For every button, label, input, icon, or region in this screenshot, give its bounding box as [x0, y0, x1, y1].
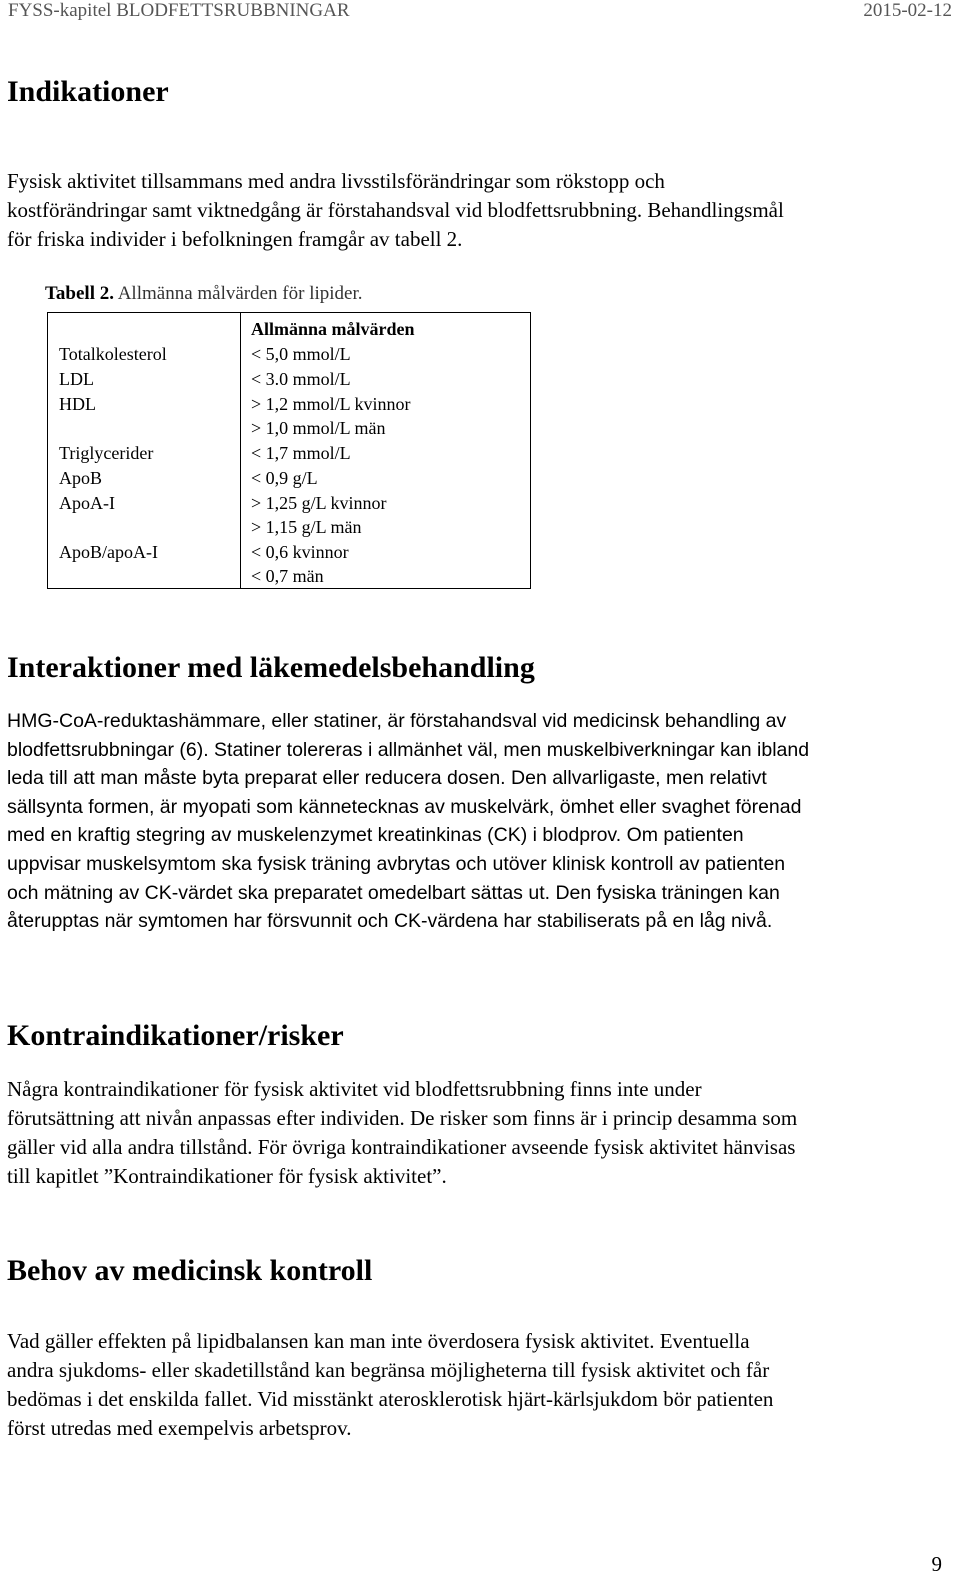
header-chapter-title: FYSS-kapitel BLODFETTSRUBBNINGAR — [8, 0, 350, 21]
table-caption — [45, 283, 363, 305]
heading-indikationer: Indikationer — [7, 75, 169, 108]
header-date: 2015-02-12 — [863, 0, 952, 21]
row-label: HDL — [59, 394, 96, 414]
text-line: återupptas när symtomen har försvunnit och CK-värdena har stabiliserats på en låg nivå. — [7, 910, 773, 933]
row-value: < 0,9 g/L — [251, 468, 318, 488]
heading-behov-medicinsk-kontroll: Behov av medicinsk kontroll — [7, 1254, 373, 1287]
text-line: kostförändringar samt viktnedgång är förstahandsval vid blodfettsrubbning. Behandlingsmål — [7, 198, 784, 222]
text-line: förutsättning att nivån anpassas efter individen. De risker som finns är i princip desamma som — [7, 1106, 798, 1130]
row-label: Totalkolesterol — [59, 344, 167, 364]
text-line: andra sjukdoms- eller skadetillstånd kan begränsa möjligheterna till fysisk aktivitet och får — [7, 1358, 770, 1382]
heading-kontraindikationer: Kontraindikationer/risker — [7, 1019, 344, 1052]
table-header-target-values: Allmänna målvärden — [251, 319, 415, 339]
text-line: gäller vid alla andra tillstånd. För övriga kontraindikationer avseende fysisk aktivitet hänvisas — [7, 1135, 796, 1159]
text-line: till kapitlet ”Kontraindikationer för fysisk aktivitet”. — [7, 1164, 447, 1188]
row-label: Triglycerider — [59, 443, 154, 463]
row-value: > 1,0 mmol/L män — [251, 418, 386, 438]
text-line: uppvisar muskelsymtom ska fysisk träning avbrytas och utöver klinisk kontroll av patienten — [7, 852, 786, 875]
table-label-column — [48, 313, 241, 589]
running-header — [8, 0, 952, 26]
row-label: LDL — [59, 369, 94, 389]
paragraph-behov-medicinsk-kontroll — [7, 1327, 952, 1443]
text-line: leda till att man måste byta preparat eller reducera dosen. Den allvarligaste, men relativt — [7, 767, 767, 790]
row-value: < 5,0 mmol/L — [251, 344, 351, 364]
text-line: HMG-CoA-reduktashämmare, eller statiner, är förstahandsval vid medicinsk behandling av — [7, 710, 787, 732]
text-line: först utredas med exempelvis arbetsprov. — [7, 1416, 352, 1440]
row-value: < 3.0 mmol/L — [251, 369, 351, 389]
text-line: och mätning av CK-värdet ska preparatet omedelbart sättas ut. Den fysiska träningen kan — [7, 881, 780, 904]
row-value: > 1,25 g/L kvinnor — [251, 493, 387, 513]
paragraph-kontraindikationer — [7, 1075, 952, 1191]
text-line: med en kraftig stegring av muskelenzymet kreatinkinas (CK) i blodprov. Om patienten — [7, 824, 744, 847]
text-line: bedömas i det enskilda fallet. Vid misstänkt aterosklerotisk hjärt-kärlsjukdom bör patienten — [7, 1387, 774, 1411]
table-value-column — [241, 313, 531, 589]
row-label: ApoB/apoA-I — [59, 542, 158, 562]
row-value: > 1,15 g/L män — [251, 517, 362, 537]
text-line: Några kontraindikationer för fysisk aktivitet vid blodfettsrubbning finns inte under — [7, 1077, 702, 1101]
row-value: < 0,7 män — [251, 566, 324, 586]
text-line: Fysisk aktivitet tillsammans med andra livsstilsförändringar som rökstopp och — [7, 169, 665, 193]
text-line: för friska individer i befolkningen framgår av tabell 2. — [7, 227, 463, 251]
row-value: > 1,2 mmol/L kvinnor — [251, 394, 411, 414]
row-label: ApoA-I — [59, 493, 115, 513]
row-label: ApoB — [59, 468, 103, 488]
table-caption-label: Tabell 2. — [45, 283, 114, 304]
heading-interaktioner: Interaktioner med läkemedelsbehandling — [7, 651, 535, 684]
row-value: < 1,7 mmol/L — [251, 443, 351, 463]
text-line: blodfettsrubbningar (6). Statiner tolereras i allmänhet väl, men muskelbiverkningar kan ibland — [7, 738, 810, 761]
text-line: Vad gäller effekten på lipidbalansen kan man inte överdosera fysisk aktivitet. Eventuella — [7, 1329, 750, 1353]
page-number: 9 — [931, 1552, 942, 1576]
row-value: < 0,6 kvinnor — [251, 542, 349, 562]
paragraph-interaktioner — [7, 707, 952, 936]
text-line: sällsynta formen, är myopati som kännetecknas av muskelvärk, ömhet eller svaghet förenad — [7, 795, 802, 818]
paragraph-indikationer — [7, 167, 947, 254]
lipid-target-table — [47, 312, 531, 589]
table-caption-text: Allmänna målvärden för lipider. — [117, 283, 363, 304]
